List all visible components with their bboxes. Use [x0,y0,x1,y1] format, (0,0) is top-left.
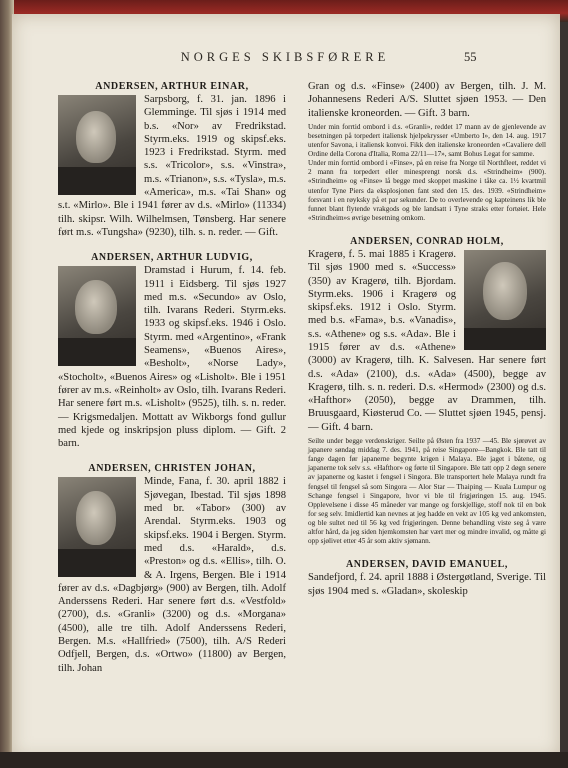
entry-name: ANDERSEN, ARTHUR EINAR, [95,81,249,92]
entry-name: ANDERSEN, ARTHUR LUDVIG, [91,252,253,264]
portrait-photo [58,477,136,577]
footnote-text: Seilte under begge verdenskriger. Seilte på Østen fra 1937 —45. Ble sjørøvet av japanere søndag middag 7. des. 1941, på reise Singapore—Bangkok. Ble tatt til fange dagen før japanerne begynte krigen i Malaya. Ble jaget i båtene, og japanerne tok selv s.s. «Hafthor» og førte til Singapore. Ble tatt opp 2 døgn senere av japanerne og kastet i fengsel i Singora. Ble transportert hele Malaya rundt fra fengsel til fengsel så som Singora — Alor Star — Thaiping — Kuala Lumpur og Schange fengsel i Singapore, hvor vi ble til frigjøringen 15. aug. 1945. Opplevelsene i disse 45 måneder var mange og forskjellige, stoff nok til en bok for seg selv. Imidlertid kan nevnes at jeg hadde en vekt av 105 kg ved ankomsten, og ble sultet ned til 56 kg ved frigjøringen. Denne behandling viste seg å være altfor hård, da jeg siden hjemkomsten har vært mer og mindre invalid, og måtte gi opp sjølivet etter 45 år som aktiv sjømann. [308,437,546,546]
entry-bio: Sarpsborg, f. 31. jan. 1896 i Glemminge. Til sjøs i 1914 med b.s. «Nor» av Fredrikstad. Styrm.eks. 1919 og skipsf.eks. 1923 i Fredrikstad. Styrm. med s.s. «Tricolor», s.s. «Vinstra», m.s. «Trianon», s.s. «Tysla», m.s. «America», m.s. «Tai Shan» og s.t. «Mirlo». Ble i 1941 fører av d.s. «Mirlo» (11334) tilh. skipsr. Wilh. Wilhelmsen, Tønsberg. Har senere ført m.s. «Tungsha» (9230), tilh. s. n. reder. — Gift. [58,94,286,238]
entry-bio-continued: Gran og d.s. «Finse» (2400) av Bergen, tilh. J. M. Johannesens Rederi A/S. Sluttet sjøen 1953. — Den italienske kroneorden. — Gift. 3 barn. [308,81,546,119]
page-bottom-edge [0,752,568,768]
entry-name: ANDERSEN, DAVID EMANUEL, [345,559,508,571]
page-number: 55 [464,50,477,64]
right-column [308,80,546,598]
entry-bio: Minde, Fana, f. 30. april 1882 i Sjøvegan, Ibestad. Til sjøs 1898 med br. «Tabor» (300) av Arendal. Styrm.eks. 1903 og skipsf.eks. 1904 i Bergen. Styrm. med d.s. «Harald», d.s. «Preston» og d.s. «Ellis», tilh. O. & A. Irgens, Bergen. Ble i 1914 fører av d.s. «Dagbjørg» (900) av Bergen, tilh. Adolf Anderssens Rederi. Har senere ført d.s. «Vestfold» (2700), d.s. «Granli» (3200) og d.s. «Morgana» (4500), alle tre tilh. Adolf Anderssens Rederi, Bergen. M.s. «Hallfried» (7500), tilh. A/S Rederi Odfjell, Bergen, d.s. «Ortwo» (11800) av Bergen, tilh. Johan [58,476,286,674]
left-column [58,80,286,675]
entry-bio: Kragerø, f. 5. mai 1885 i Kragerø. Til sjøs 1900 med s. «Success» (350) av Kragerø, tilh. Bjordam. Styrm.eks. 1906 i Kragerø og skipsf.eks. 1912 i Oslo. Styrm. med b.s. «Fama», b.s. «Vanadis», s.s. «Athene» og s.s. «Ada». Ble i 1915 fører av d.s. «Athene» (3000) av Kragerø, tilh. K. Salvesen. Har senere ført d.s. «Ada» (2100), d.s. «Ada» (4500), begge av Kragerø, tilh. s. n. rederi. D.s. «Hermod» (2300) og d.s. «Hafthor» (2050), begge av Drammen, tilh. Bruusgaard, Kiøsterud Co. — Sluttet sjøen 1945, pensj. — Gift. 4 barn. [308,248,546,433]
entry-bio: Dramstad i Hurum, f. 14. feb. 1911 i Eidsberg. Til sjøs 1927 med m.s. «Secundo» av Oslo, tilh. Ivarans Rederi. Styrm.eks. 1933 og skipsf.eks. 1946 i Oslo. Styrm. med «Argentino», «Frank Seamens», «Buenos Aires», «Besholt», «Norse Lady», «Stocholt», «Buenos Aires» og «Lisholt». Ble i 1951 fører av m.s. «Reinholt» av Oslo, tilh. Ivarans Rederi. Har senere ført m.s. «Lisholt» (9525), tilh. s. n. reder. — Krigsmedaljen. Mottatt av Wikborgs fond gullur med kjede og inskripsjon pluss diplom. — Gift. 2 barn. [58,265,287,450]
entry-bio: Sandefjord, f. 24. april 1888 i Østergøtland, Sverige. Til sjøs 1904 med s. «Gladan», skoleskip [308,572,546,597]
footnote-text: Under min forrtid ombord i «Finse», på en reise fra Norge til Northfleet, reddet vi 2 mann fra torpedert eller minesprengt norsk d.s. «Strindheim» (900). «Strindheim» og «Finse» lå begge med skoppet maskine i tåke ca. 1½ kvartmil utenfor Tyne Piers da eksplosjonen fant sted den 15. des. 1939. «Strindheim» forsvant i en røyksky på et par sekunder. De to overlevende og kapteinens lik ble funnet blant flytende vrakgods og ble landsatt i Tyne straks etter fortøiet. Hele «Strindheim»s øvrige besetning omkom. [308,159,546,222]
portrait-photo [58,266,136,366]
entry-name: ANDERSEN, CONRAD HOLM, [350,235,504,247]
portrait-photo [58,95,136,195]
running-header: NORGES SKIBSFØRERE [180,50,390,64]
entry-name: ANDERSEN, CHRISTEN JOHAN, [88,463,256,475]
footnote-text: Under min forrtid ombord i d.s. «Granli», reddet 17 mann av de gjenlevende av besetningen på torpedert italiensk hjelpekrysser «Umberto I», den 14. aug. 1917 utenfor Savona, i italiensk konvoi. Fikk den italienske kroneorden «Cavaliere dell Ordine della Corona d'Italia, Roma 22/11—17», samt Bohus Legat for samme. [308,122,546,159]
portrait-photo [464,250,546,350]
